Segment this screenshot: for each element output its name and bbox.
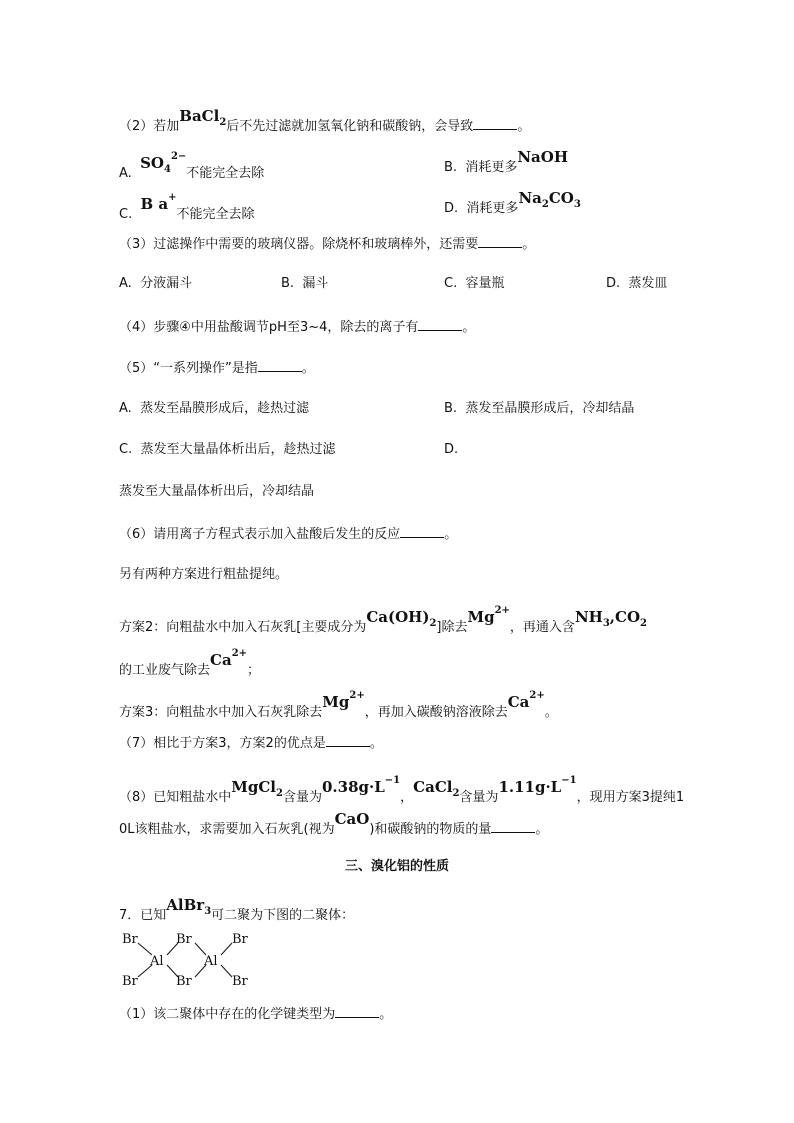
- q6-stem: （6）请用离子方程式表示加入盐酸后发生的反应 。: [119, 524, 457, 544]
- answer-blank[interactable]: [491, 819, 535, 833]
- q2-stem-text: （2）若加: [119, 119, 180, 134]
- plan2-line1: 方案2：向粗盐水中加入石灰乳[主要成分为$Ca(OH)_2$]除去$Mg^{2+}$，再通入含$NH_3,CO_2$: [119, 605, 647, 635]
- section-heading: 三、溴化铝的性质: [344, 859, 449, 874]
- option-text: 不能完全去除: [186, 166, 265, 181]
- br-atom: Br: [176, 974, 192, 989]
- formula-nh3-co2: $NH_3,CO_2$: [574, 608, 647, 629]
- q7-1-stem: （1）该二聚体中存在的化学键类型为 。: [119, 1004, 392, 1024]
- formula-na2co3: $Na_2CO_3$: [518, 189, 581, 210]
- q5-option-d-text[interactable]: 蒸发至大量晶体析出后，冷却结晶: [119, 484, 315, 499]
- q2-option-b[interactable]: [444, 148, 569, 177]
- al-atom: Al: [204, 954, 218, 969]
- ion-ca: $Ca^{2+}$: [507, 690, 545, 711]
- formula-cacl2: CaCl$_2$: [413, 778, 460, 799]
- q3-option-d[interactable]: D. 蒸发皿: [606, 276, 668, 291]
- q5-stem: （5）“一系列操作”是指 。: [119, 358, 315, 378]
- concentration-cacl2: $1.11g\cdot L^{-1}$: [498, 775, 577, 796]
- ion-ca: $Ca^{2+}$: [210, 648, 248, 669]
- q2-option-c[interactable]: [119, 192, 255, 224]
- formula-cao: CaO: [334, 810, 370, 828]
- option-text: 消耗更多: [465, 160, 518, 175]
- q5-option-c[interactable]: C. 蒸发至大量晶体析出后，趁热过滤: [119, 442, 336, 457]
- al-atom: Al: [150, 954, 164, 969]
- q3-option-a[interactable]: A. 分液漏斗: [119, 276, 193, 291]
- q5-option-d-letter[interactable]: D.: [444, 442, 459, 457]
- option-text: 不能完全去除: [176, 207, 255, 222]
- answer-blank[interactable]: [258, 358, 302, 372]
- br-atom: Br: [232, 932, 248, 947]
- option-letter: B.: [444, 160, 458, 175]
- q4-stem: （4）步骤④中用盐酸调节pH至3~4，除去的离子有 。: [119, 317, 475, 337]
- answer-blank[interactable]: [418, 317, 462, 331]
- ion-ba: B a+: [140, 192, 177, 213]
- formula-albr3: AlBr$_3$: [166, 896, 212, 917]
- br-atom: Br: [232, 974, 248, 989]
- answer-blank[interactable]: [326, 733, 370, 747]
- q7-stem: （7）相比于方案3，方案2的优点是 。: [119, 733, 383, 753]
- formula-caoh2: $Ca(OH)_2$: [366, 608, 437, 629]
- q8-line2: 0L该粗盐水，求需要加入石灰乳(视为CaO)和碳酸钠的物质的量 。: [119, 810, 549, 837]
- q2-option-d[interactable]: [444, 189, 581, 223]
- intro-text: 另有两种方案进行粗盐提纯。: [119, 567, 289, 582]
- q3-option-b[interactable]: B. 漏斗: [281, 276, 329, 291]
- q2-stem-text-2: 后不先过滤就加氢氧化钠和碳酸钠，会导致: [226, 119, 474, 134]
- q2-option-a[interactable]: [119, 151, 265, 188]
- q3-stem: （3）过滤操作中需要的玻璃仪器。除烧杯和玻璃棒外，还需要 。: [119, 234, 535, 254]
- answer-blank[interactable]: [473, 116, 517, 130]
- option-letter: A.: [119, 166, 132, 181]
- q-main7-stem: 7．已知AlBr$_3$可二聚为下图的二聚体：: [119, 896, 355, 923]
- answer-blank[interactable]: [478, 234, 522, 248]
- option-letter: C.: [119, 207, 133, 222]
- option-letter: D.: [444, 201, 459, 216]
- answer-blank[interactable]: [400, 524, 444, 538]
- formula-bacl2: BaCl$_2$: [179, 107, 227, 128]
- br-atom: Br: [176, 932, 192, 947]
- option-text: 消耗更多: [466, 201, 519, 216]
- plan2-line2: 的工业废气除去$Ca^{2+}$；: [119, 648, 261, 678]
- q5-option-a[interactable]: A. 蒸发至晶膜形成后，趁热过滤: [119, 401, 310, 416]
- ion-mg: $Mg^{2+}$: [467, 605, 510, 626]
- ion-so4: $SO_4^{2-}$: [140, 151, 187, 175]
- al2br6-dimer-structure: [118, 928, 264, 990]
- q8-line1: （8）已知粗盐水中MgCl$_2$含量为$0.38g\cdot L^{-1}$，CaCl$_2$含量为$1.11g\cdot L^{-1}$，现用方案3提纯1: [119, 775, 685, 805]
- plan3-line: 方案3：向粗盐水中加入石灰乳除去$Mg^{2+}$，再加入碳酸钠溶液除去$Ca^{2+}$。: [119, 690, 558, 720]
- q2-stem: （2）若加BaCl$_2$后不先过滤就加氢氧化钠和碳酸钠，会导致 。: [119, 107, 531, 134]
- answer-blank[interactable]: [335, 1004, 379, 1018]
- formula-naoh: NaOH: [517, 148, 569, 166]
- concentration-mgcl2: $0.38g\cdot L^{-1}$: [322, 775, 401, 796]
- formula-mgcl2: MgCl$_2$: [231, 778, 283, 799]
- br-atom: Br: [122, 974, 138, 989]
- br-atom: Br: [122, 932, 138, 947]
- q3-option-c[interactable]: C. 容量瓶: [444, 276, 505, 291]
- q5-option-b[interactable]: B. 蒸发至晶膜形成后，冷却结晶: [444, 401, 635, 416]
- ion-mg: $Mg^{2+}$: [322, 690, 365, 711]
